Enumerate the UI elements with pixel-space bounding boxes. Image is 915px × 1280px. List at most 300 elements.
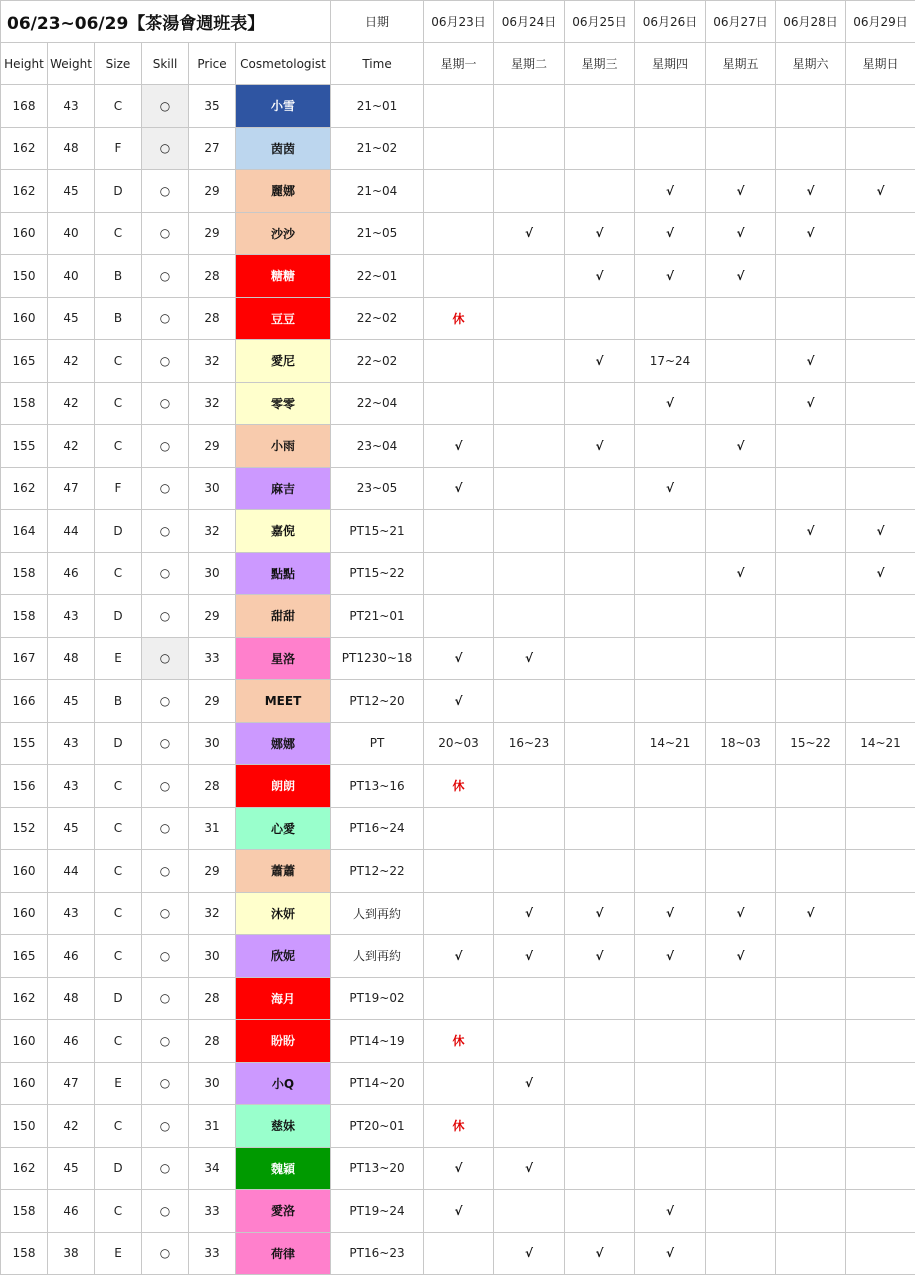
- size-cell: B: [95, 255, 142, 298]
- day-cell: [494, 552, 565, 595]
- time-cell: 21~02: [331, 127, 424, 170]
- column-header-weight: Weight: [48, 43, 95, 85]
- day-cell: [846, 1190, 915, 1233]
- time-cell: PT19~24: [331, 1190, 424, 1233]
- day-cell: [776, 1190, 846, 1233]
- day-cell: [565, 510, 635, 553]
- day-cell: [424, 127, 494, 170]
- weight-cell: 47: [48, 1062, 95, 1105]
- weight-cell: 40: [48, 212, 95, 255]
- day-cell: [706, 1020, 776, 1063]
- day-cell: √: [776, 212, 846, 255]
- day-cell: √: [424, 1190, 494, 1233]
- day-cell: √: [846, 510, 915, 553]
- size-cell: C: [95, 552, 142, 595]
- size-cell: F: [95, 127, 142, 170]
- weight-cell: 46: [48, 1020, 95, 1063]
- time-cell: 21~01: [331, 85, 424, 128]
- weight-cell: 48: [48, 977, 95, 1020]
- skill-cell: ○: [142, 425, 189, 468]
- skill-cell: ○: [142, 1147, 189, 1190]
- table-row: [1, 765, 915, 808]
- skill-cell: ○: [142, 935, 189, 978]
- cosmetologist-name: 蕭蕭: [236, 850, 331, 893]
- day-cell: √: [494, 935, 565, 978]
- skill-cell: ○: [142, 552, 189, 595]
- skill-cell: ○: [142, 722, 189, 765]
- time-cell: PT21~01: [331, 595, 424, 638]
- table-row: [1, 977, 915, 1020]
- column-header-size: Size: [95, 43, 142, 85]
- price-cell: 29: [189, 850, 236, 893]
- weight-cell: 45: [48, 1147, 95, 1190]
- skill-cell: ○: [142, 595, 189, 638]
- day-cell: [565, 1062, 635, 1105]
- height-cell: 155: [1, 722, 48, 765]
- day-cell: [424, 807, 494, 850]
- time-cell: 22~04: [331, 382, 424, 425]
- day-cell: [565, 85, 635, 128]
- price-cell: 30: [189, 552, 236, 595]
- skill-cell: ○: [142, 212, 189, 255]
- cosmetologist-name: 豆豆: [236, 297, 331, 340]
- weight-cell: 44: [48, 510, 95, 553]
- day-cell: √: [776, 340, 846, 383]
- day-cell: [706, 340, 776, 383]
- day-cell: [424, 552, 494, 595]
- height-cell: 158: [1, 1190, 48, 1233]
- day-cell: [846, 637, 915, 680]
- day-cell: [706, 1232, 776, 1275]
- day-cell: 18~03: [706, 722, 776, 765]
- day-cell: [846, 977, 915, 1020]
- size-cell: D: [95, 1147, 142, 1190]
- height-cell: 162: [1, 977, 48, 1020]
- day-cell: [846, 1020, 915, 1063]
- skill-cell: ○: [142, 85, 189, 128]
- date-header: 06月27日: [706, 1, 776, 43]
- day-cell: [565, 1105, 635, 1148]
- size-cell: C: [95, 382, 142, 425]
- table-row: [1, 170, 915, 213]
- day-cell: √: [565, 212, 635, 255]
- price-cell: 29: [189, 680, 236, 723]
- size-cell: C: [95, 935, 142, 978]
- day-cell: [565, 637, 635, 680]
- day-cell: [846, 127, 915, 170]
- weight-cell: 42: [48, 425, 95, 468]
- time-cell: PT15~22: [331, 552, 424, 595]
- cosmetologist-name: MEET: [236, 680, 331, 723]
- day-cell: [776, 1062, 846, 1105]
- day-cell: √: [565, 255, 635, 298]
- day-cell: [635, 680, 706, 723]
- cosmetologist-name: 娜娜: [236, 722, 331, 765]
- day-cell: √: [494, 1232, 565, 1275]
- day-cell: [424, 340, 494, 383]
- day-cell: √: [706, 552, 776, 595]
- day-cell: [494, 1020, 565, 1063]
- time-cell: PT1230~18: [331, 637, 424, 680]
- price-cell: 30: [189, 935, 236, 978]
- table-row: [1, 935, 915, 978]
- price-cell: 31: [189, 1105, 236, 1148]
- day-cell: [635, 85, 706, 128]
- day-cell: [565, 1190, 635, 1233]
- day-cell: 休: [424, 297, 494, 340]
- day-cell: [846, 340, 915, 383]
- day-cell: √: [565, 1232, 635, 1275]
- day-cell: [706, 765, 776, 808]
- size-cell: D: [95, 510, 142, 553]
- day-cell: [565, 1147, 635, 1190]
- day-cell: [635, 1020, 706, 1063]
- weekday-header: 星期五: [706, 43, 776, 85]
- price-cell: 33: [189, 1190, 236, 1233]
- date-header: 06月26日: [635, 1, 706, 43]
- day-cell: √: [424, 637, 494, 680]
- day-cell: [565, 850, 635, 893]
- day-cell: [635, 850, 706, 893]
- day-cell: [565, 977, 635, 1020]
- day-cell: √: [706, 425, 776, 468]
- day-cell: [424, 850, 494, 893]
- day-cell: [846, 807, 915, 850]
- weekday-header: 星期一: [424, 43, 494, 85]
- day-cell: [776, 552, 846, 595]
- time-cell: PT14~20: [331, 1062, 424, 1105]
- table-row: [1, 255, 915, 298]
- price-cell: 30: [189, 1062, 236, 1105]
- table-row: [1, 1232, 915, 1275]
- day-cell: [846, 255, 915, 298]
- day-cell: √: [635, 255, 706, 298]
- weight-cell: 43: [48, 595, 95, 638]
- size-cell: C: [95, 892, 142, 935]
- day-cell: [846, 85, 915, 128]
- weekday-header: 星期二: [494, 43, 565, 85]
- date-header: 06月24日: [494, 1, 565, 43]
- day-cell: [846, 1062, 915, 1105]
- day-cell: [776, 680, 846, 723]
- day-cell: [776, 1232, 846, 1275]
- column-header-price: Price: [189, 43, 236, 85]
- table-row: [1, 1190, 915, 1233]
- day-cell: [424, 255, 494, 298]
- day-cell: 休: [424, 765, 494, 808]
- table-row: [1, 467, 915, 510]
- day-cell: [846, 382, 915, 425]
- day-cell: [424, 595, 494, 638]
- day-cell: √: [424, 467, 494, 510]
- day-cell: √: [706, 255, 776, 298]
- skill-cell: ○: [142, 1105, 189, 1148]
- time-cell: PT16~24: [331, 807, 424, 850]
- day-cell: √: [494, 1147, 565, 1190]
- size-cell: B: [95, 680, 142, 723]
- day-cell: [706, 85, 776, 128]
- day-cell: √: [565, 935, 635, 978]
- weight-cell: 48: [48, 637, 95, 680]
- cosmetologist-name: 麻吉: [236, 467, 331, 510]
- date-header: 06月23日: [424, 1, 494, 43]
- table-row: [1, 552, 915, 595]
- cosmetologist-name: 朗朗: [236, 765, 331, 808]
- day-cell: [776, 765, 846, 808]
- day-cell: √: [706, 170, 776, 213]
- weight-cell: 46: [48, 1190, 95, 1233]
- day-cell: √: [776, 892, 846, 935]
- height-cell: 152: [1, 807, 48, 850]
- price-cell: 32: [189, 340, 236, 383]
- day-cell: √: [494, 1062, 565, 1105]
- size-cell: C: [95, 1105, 142, 1148]
- day-cell: √: [706, 892, 776, 935]
- skill-cell: ○: [142, 382, 189, 425]
- title-row: [1, 1, 915, 43]
- day-cell: [494, 595, 565, 638]
- day-cell: [635, 637, 706, 680]
- skill-cell: ○: [142, 680, 189, 723]
- cosmetologist-name: 茵茵: [236, 127, 331, 170]
- day-cell: [776, 1105, 846, 1148]
- day-cell: [706, 382, 776, 425]
- day-cell: [494, 297, 565, 340]
- cosmetologist-name: 愛洛: [236, 1190, 331, 1233]
- day-cell: [706, 850, 776, 893]
- time-cell: PT20~01: [331, 1105, 424, 1148]
- day-cell: [846, 1147, 915, 1190]
- column-header-row: [1, 43, 915, 85]
- day-cell: √: [635, 935, 706, 978]
- day-cell: [776, 935, 846, 978]
- table-row: [1, 850, 915, 893]
- height-cell: 162: [1, 127, 48, 170]
- day-cell: [635, 1062, 706, 1105]
- weight-cell: 43: [48, 892, 95, 935]
- day-cell: [565, 382, 635, 425]
- cosmetologist-name: 沐妍: [236, 892, 331, 935]
- price-cell: 29: [189, 212, 236, 255]
- price-cell: 32: [189, 510, 236, 553]
- time-cell: PT13~20: [331, 1147, 424, 1190]
- day-cell: [424, 1232, 494, 1275]
- day-cell: [565, 127, 635, 170]
- weight-cell: 45: [48, 680, 95, 723]
- day-cell: [494, 1190, 565, 1233]
- day-cell: [424, 977, 494, 1020]
- table-row: [1, 807, 915, 850]
- day-cell: √: [706, 935, 776, 978]
- cosmetologist-name: 小雨: [236, 425, 331, 468]
- time-cell: 21~04: [331, 170, 424, 213]
- time-cell: 23~05: [331, 467, 424, 510]
- day-cell: √: [494, 212, 565, 255]
- day-cell: [424, 510, 494, 553]
- day-cell: [494, 977, 565, 1020]
- day-cell: √: [565, 340, 635, 383]
- day-cell: [776, 1147, 846, 1190]
- day-cell: [846, 892, 915, 935]
- day-cell: 14~21: [635, 722, 706, 765]
- skill-cell: ○: [142, 1062, 189, 1105]
- time-cell: PT16~23: [331, 1232, 424, 1275]
- day-cell: [846, 425, 915, 468]
- weight-cell: 48: [48, 127, 95, 170]
- column-header-skill: Skill: [142, 43, 189, 85]
- day-cell: √: [635, 382, 706, 425]
- day-cell: [565, 467, 635, 510]
- cosmetologist-name: 愛尼: [236, 340, 331, 383]
- day-cell: √: [776, 382, 846, 425]
- day-cell: 14~21: [846, 722, 915, 765]
- day-cell: [494, 850, 565, 893]
- day-cell: [635, 807, 706, 850]
- day-cell: [846, 680, 915, 723]
- time-cell: 21~05: [331, 212, 424, 255]
- table-row: [1, 297, 915, 340]
- weekday-header: 星期六: [776, 43, 846, 85]
- day-cell: [776, 1020, 846, 1063]
- day-cell: [494, 85, 565, 128]
- time-cell: PT12~20: [331, 680, 424, 723]
- size-cell: E: [95, 637, 142, 680]
- height-cell: 150: [1, 1105, 48, 1148]
- day-cell: [706, 1105, 776, 1148]
- day-cell: [494, 127, 565, 170]
- day-cell: [706, 1190, 776, 1233]
- column-header-height: Height: [1, 43, 48, 85]
- price-cell: 31: [189, 807, 236, 850]
- weekday-header: 星期四: [635, 43, 706, 85]
- day-cell: 休: [424, 1020, 494, 1063]
- day-cell: √: [776, 170, 846, 213]
- day-cell: [706, 297, 776, 340]
- day-cell: 休: [424, 1105, 494, 1148]
- size-cell: C: [95, 1190, 142, 1233]
- day-cell: [494, 425, 565, 468]
- time-cell: PT12~22: [331, 850, 424, 893]
- day-cell: [424, 382, 494, 425]
- height-cell: 158: [1, 552, 48, 595]
- day-cell: √: [846, 170, 915, 213]
- day-cell: [635, 297, 706, 340]
- day-cell: [846, 1105, 915, 1148]
- time-cell: PT14~19: [331, 1020, 424, 1063]
- skill-cell: ○: [142, 1232, 189, 1275]
- size-cell: D: [95, 722, 142, 765]
- skill-cell: ○: [142, 467, 189, 510]
- day-cell: √: [635, 1190, 706, 1233]
- day-cell: [776, 807, 846, 850]
- height-cell: 155: [1, 425, 48, 468]
- day-cell: √: [424, 680, 494, 723]
- price-cell: 28: [189, 255, 236, 298]
- date-header: 06月28日: [776, 1, 846, 43]
- height-cell: 165: [1, 340, 48, 383]
- size-cell: C: [95, 425, 142, 468]
- time-cell: 22~02: [331, 340, 424, 383]
- table-row: [1, 382, 915, 425]
- day-cell: [776, 127, 846, 170]
- day-cell: √: [635, 892, 706, 935]
- day-cell: [635, 127, 706, 170]
- weight-cell: 40: [48, 255, 95, 298]
- time-cell: PT19~02: [331, 977, 424, 1020]
- table-row: [1, 1020, 915, 1063]
- day-cell: [635, 425, 706, 468]
- table-row: [1, 1062, 915, 1105]
- weight-cell: 46: [48, 552, 95, 595]
- day-cell: √: [424, 1147, 494, 1190]
- cosmetologist-name: 星洛: [236, 637, 331, 680]
- day-cell: [706, 807, 776, 850]
- day-cell: √: [706, 212, 776, 255]
- day-cell: [565, 297, 635, 340]
- day-cell: [494, 170, 565, 213]
- day-cell: [494, 255, 565, 298]
- skill-cell: ○: [142, 977, 189, 1020]
- day-cell: [565, 807, 635, 850]
- table-row: [1, 425, 915, 468]
- skill-cell: ○: [142, 892, 189, 935]
- size-cell: E: [95, 1062, 142, 1105]
- day-cell: [635, 510, 706, 553]
- size-cell: D: [95, 170, 142, 213]
- day-cell: [424, 212, 494, 255]
- height-cell: 158: [1, 1232, 48, 1275]
- price-cell: 28: [189, 765, 236, 808]
- day-cell: [776, 255, 846, 298]
- size-cell: E: [95, 1232, 142, 1275]
- day-cell: [494, 510, 565, 553]
- day-cell: [776, 595, 846, 638]
- table-row: [1, 680, 915, 723]
- price-cell: 29: [189, 595, 236, 638]
- weight-cell: 43: [48, 85, 95, 128]
- table-row: [1, 510, 915, 553]
- day-cell: [776, 850, 846, 893]
- skill-cell: ○: [142, 765, 189, 808]
- day-cell: √: [635, 467, 706, 510]
- skill-cell: ○: [142, 255, 189, 298]
- height-cell: 162: [1, 467, 48, 510]
- height-cell: 160: [1, 212, 48, 255]
- day-cell: [776, 85, 846, 128]
- cosmetologist-name: 盼盼: [236, 1020, 331, 1063]
- day-cell: [846, 1232, 915, 1275]
- cosmetologist-name: 糖糖: [236, 255, 331, 298]
- day-cell: [776, 467, 846, 510]
- day-cell: [776, 977, 846, 1020]
- page-title: 06/23~06/29【茶湯會週班表】: [1, 1, 331, 43]
- day-cell: [635, 1105, 706, 1148]
- time-cell: 22~01: [331, 255, 424, 298]
- height-cell: 156: [1, 765, 48, 808]
- price-cell: 32: [189, 892, 236, 935]
- time-cell: 人到再約: [331, 892, 424, 935]
- weight-cell: 42: [48, 1105, 95, 1148]
- day-cell: [494, 382, 565, 425]
- day-cell: [846, 850, 915, 893]
- column-header-time: Time: [331, 43, 424, 85]
- table-row: [1, 212, 915, 255]
- cosmetologist-name: 慈妹: [236, 1105, 331, 1148]
- day-cell: [424, 1062, 494, 1105]
- day-cell: √: [424, 935, 494, 978]
- weight-cell: 45: [48, 297, 95, 340]
- day-cell: √: [424, 425, 494, 468]
